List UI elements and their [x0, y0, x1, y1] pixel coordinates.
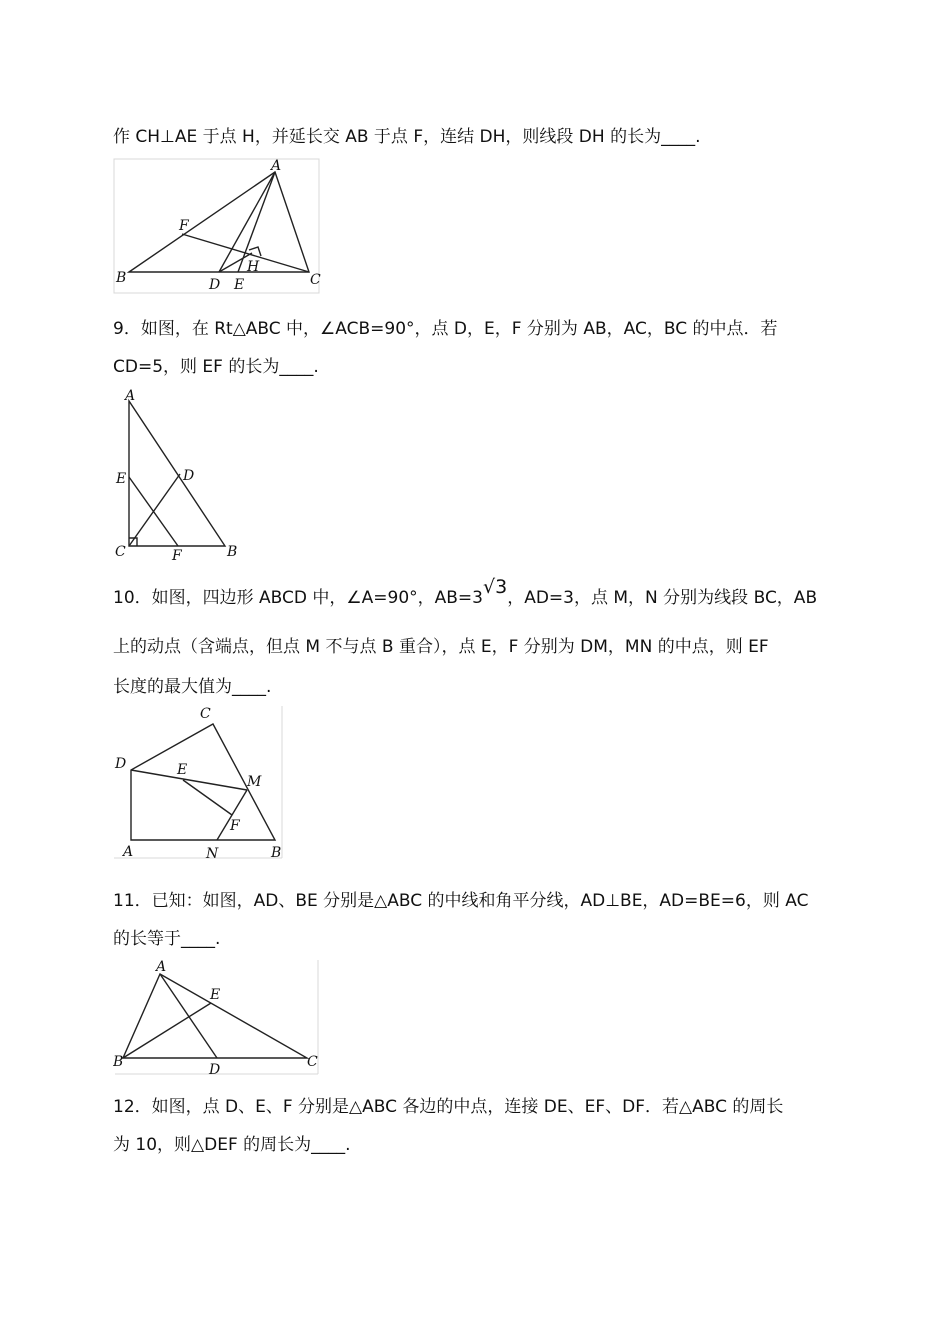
problem9-figure [113, 388, 243, 563]
label-e: E [177, 762, 188, 778]
problem10-figure [113, 704, 285, 862]
problem9-text-line1: 9．如图，在 Rt△ABC 中，∠ACB=90°，点 D，E，F 分别为 AB，AC，BC 的中点．若 [113, 319, 778, 339]
segment-ef [183, 780, 232, 815]
label-b: B [116, 270, 127, 286]
label-d: D [209, 277, 221, 293]
label-e: E [210, 987, 221, 1003]
problem10-text-a: 10．如图，四边形 ABCD 中，∠A=90°，AB=3 [113, 588, 483, 608]
label-c: C [115, 544, 126, 560]
problem10-text-b: ，AD=3，点 M，N 分别为线段 BC，AB [507, 588, 818, 608]
label-d: D [115, 756, 127, 772]
label-c: C [307, 1054, 318, 1070]
sqrt-three: √3 [483, 576, 508, 598]
label-b: B [227, 544, 238, 560]
label-e: E [234, 277, 245, 293]
problem10-text-line3: 长度的最大值为____. [113, 677, 272, 697]
problem11-text-line1: 11．已知：如图，AD、BE 分别是△ABC 的中线和角平分线，AD⊥BE，AD=BE=6，则 AC [113, 891, 809, 911]
label-f: F [230, 818, 240, 834]
problem10-text-line2: 上的动点（含端点，但点 M 不与点 B 重合），点 E，F 分别为 DM，MN 的中点，则 EF [113, 637, 769, 657]
triangle-abc [129, 401, 225, 546]
label-h: H [247, 259, 260, 275]
label-d: D [209, 1062, 221, 1078]
label-c: C [200, 706, 211, 722]
problem8-figure [113, 158, 321, 295]
label-d: D [183, 468, 195, 484]
label-b: B [113, 1054, 124, 1070]
problem9-text-line2: CD=5，则 EF 的长为____. [113, 357, 319, 377]
figure-border [114, 159, 319, 293]
problem10-text-line1 [113, 576, 818, 609]
problem8-text-line1: 作 CH⊥AE 于点 H，并延长交 AB 于点 F，连结 DH，则线段 DH 的长为____. [113, 127, 701, 147]
label-f: F [179, 218, 189, 234]
segment-dm [131, 770, 247, 790]
label-a: A [156, 959, 167, 975]
label-a: A [271, 158, 282, 174]
problem12-text-line1: 12．如图，点 D、E、F 分别是△ABC 各边的中点，连接 DE、EF、DF．若△ABC 的周长 [113, 1097, 784, 1117]
label-b: B [271, 845, 282, 861]
triangle-abc [129, 172, 309, 272]
label-f: F [172, 548, 182, 563]
segment-ad [160, 974, 217, 1058]
label-a: A [125, 388, 136, 404]
problem12-text-line2: 为 10，则△DEF 的周长为____. [113, 1135, 351, 1155]
problem11-figure [113, 958, 321, 1078]
label-e: E [116, 471, 127, 487]
label-c: C [310, 272, 321, 288]
label-m: M [247, 774, 262, 790]
problem11-text-line2: 的长等于____. [113, 929, 221, 949]
segment-cd [129, 474, 180, 546]
label-a: A [123, 844, 134, 860]
label-n: N [206, 846, 219, 862]
segment-ad [219, 172, 275, 272]
